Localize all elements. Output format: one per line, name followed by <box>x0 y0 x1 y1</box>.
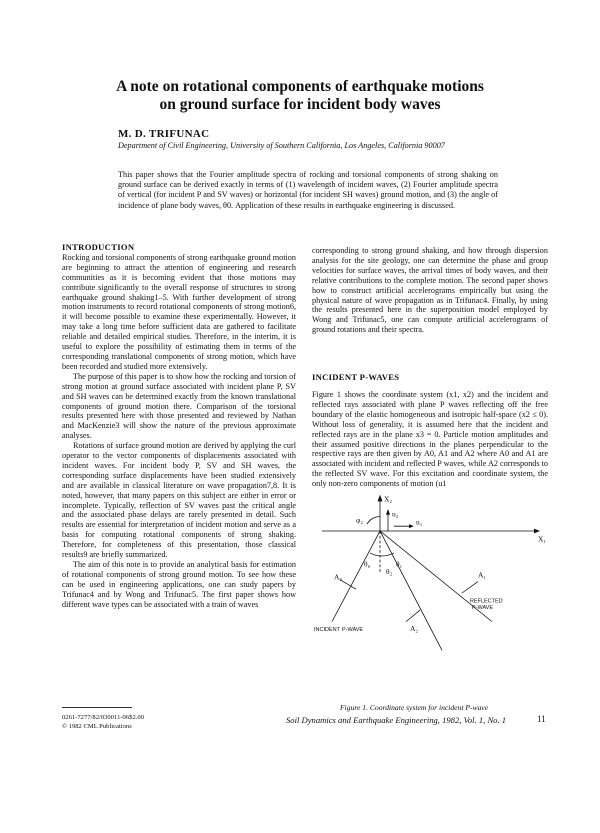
section-heading-incident-p-waves: INCIDENT P-WAVES <box>312 372 400 382</box>
intro-paragraph-3: Rotations of surface ground motion are derived by applying the curl operator to the vector components of displacements associated with incident waves. For incident body P, SV and SH waves, the corresponding surface displacements have been studied extensively and are available in classical literature on wave propagation7,8. It is noted, however, that many papers on this subject are either in error or incomplete. Typically, reflection of SV waves past the critical angle and the associated phase delays are rarely presented in detail. Such results are essential for interpretation of incident motion and serve as a basis for computing rotational components of strong shaking. Therefore, for completeness of this presentation, those classical results9 are briefly summarized. <box>62 441 296 560</box>
intro-paragraph-4: The aim of this note is to provide an analytical basis for estimation of rotational components of strong ground motion. To see how these can be used in engineering applications, one can study papers by Trifunac4 and by Wong and Trifunac5. The first paper shows how different wave types can be associated with a train of waves <box>62 560 296 609</box>
intro-paragraph-1: Rocking and torsional components of strong earthquake ground motion are beginning to attract the attention of engineering and research communities as it is becoming evident that those motions may contribute significantly to the overall response of structures to strong earthquake ground shaking1–5. With further development of strong motion instruments to record rotational components of strong motion6, it will become possible to examine these experimentally. However, it may take a long time before sufficient data are gathered to facilitate reliable and detailed empirical studies. Therefore, in the interim, it is useful to explore the possibility of estimating them in terms of the corresponding translational components of strong motion, which have been recorded and studied more extensively. <box>62 252 296 371</box>
abstract: This paper shows that the Fourier amplitude spectra of rocking and torsional components of strong shaking on ground surface can be derived exactly in terms of (1) wavelength of incident waves, (2) Fourier amplitude spectra of vertical (for incident P and SV waves) or horizontal (for incident SH waves) ground motion, and (3) the angle of incidence of plane body waves, θ0. Application of these results in earthquake engineering is discussed. <box>118 170 498 210</box>
label-p-wave-incident: P-WAVE <box>342 627 364 634</box>
intro-paragraph-2: The purpose of this paper is to show how the rocking and torsion of strong motion at ground surface associated with incident plane P, SV and SH waves can be determined exactly from the known translational components of ground motion there. Comparison of the torsional results presented here with those presented and reviewed by Nathan and MacKenzie3 will show the nature of the previous approximate analyses. <box>62 371 296 441</box>
section-heading-introduction: INTRODUCTION <box>62 242 135 252</box>
label-a2: A₂ <box>410 624 419 634</box>
footnote-rule <box>62 707 132 708</box>
title-line-1: A note on rotational components of earthquake motions <box>116 78 484 95</box>
label-reflected: REFLECTED <box>470 598 503 605</box>
label-theta2: θ₂ <box>386 567 393 576</box>
journal-citation: Soil Dynamics and Earthquake Engineering, 1982, Vol. 1, No. 1 <box>286 715 507 725</box>
footer-left <box>62 714 144 731</box>
axis-x2-arrow <box>378 495 383 502</box>
right-column-section2 <box>312 390 548 489</box>
label-theta1: θ₁ <box>396 559 403 569</box>
affiliation: Department of Civil Engineering, University of Southern California, Los Angeles, California 90007 <box>118 141 445 150</box>
theta-arc <box>370 553 394 556</box>
label-x2: X₂ <box>384 494 393 504</box>
axis-x1-arrow <box>534 529 540 534</box>
intro-continued: corresponding to strong ground shaking, and how through dispersion analysis for the site geology, one can determine the phase and group velocities for surface waves, the arrival times of body waves, and their relative contributions to the complete motion. The second paper shows how to construct artificial accelerograms empirically but using the physical nature of wave propagation as in Trifunac4. Finally, by using the results presented here in the superposition model employed by Wong and Trifunac5, one can compute artificial accelerograms of ground rotations and their spectra. <box>312 246 548 335</box>
label-a0: A₀ <box>334 572 343 582</box>
label-u1: u₁ <box>416 517 423 527</box>
label-a1: A₁ <box>478 570 487 580</box>
label-p-wave: P-WAVE <box>472 605 494 612</box>
figure-caption: Figure 1. Coordinate system for incident P-wave <box>340 703 489 712</box>
figure-1 <box>312 488 548 698</box>
paper-title <box>60 78 540 114</box>
phi2-arc <box>367 517 380 525</box>
label-incident: INCIDENT <box>314 627 340 634</box>
copyright: © 1982 CML Publications <box>62 722 132 730</box>
label-phi2: φ₂ <box>356 515 363 525</box>
right-column-top <box>312 246 548 335</box>
label-x1: X₁ <box>538 534 547 544</box>
left-column <box>62 243 296 703</box>
label-theta0: θ₀ <box>364 559 371 569</box>
section2-paragraph: Figure 1 shows the coordinate system (x1, x2) and the incident and reflected rays associated with plane P waves reflecting off the free boundary of the elastic homogeneous and isotropic half-space (x2 ≤ 0). Without loss of generality, it is assumed here that the incident and reflected rays are in the plane x3 = 0. Particle motion amplitudes and their assumed positive directions in the planes perpendicular to the respective rays are then given by A0, A1 and A2 where A0 and A1 are associated with incident and reflected P waves, while A2 corresponds to the reflected SV wave. For this excitation and coordinate system, the only non-zero components of motion (u1 <box>312 390 548 489</box>
issn: 0261-7277/82/030011-06$2.00 <box>62 714 144 721</box>
title-line-2: on ground surface for incident body waves <box>159 96 441 113</box>
a1-arrow <box>462 582 478 593</box>
a2-arrow <box>406 610 420 621</box>
label-u2: u₂ <box>392 509 399 519</box>
page-number: 11 <box>537 714 546 724</box>
author: M. D. TRIFUNAC <box>118 128 210 140</box>
